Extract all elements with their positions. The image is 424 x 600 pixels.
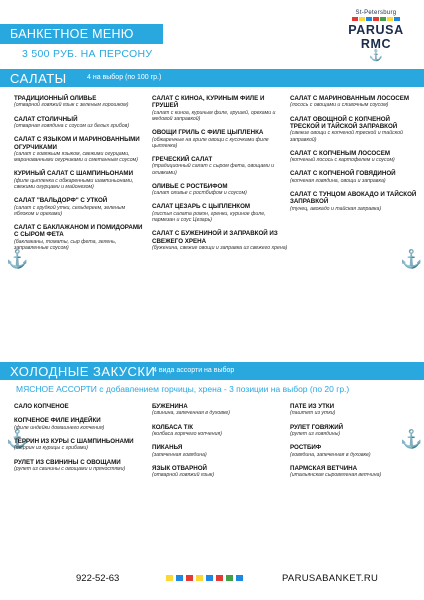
menu-item — [290, 444, 418, 458]
menu-item-name: КУРИНЫЙ САЛАТ С ШАМПИНЬОНАМИ — [14, 170, 134, 178]
phone-number: 922-52-63 — [76, 573, 120, 584]
anchor-icon: ⚓ — [400, 429, 423, 449]
menu-item-name: САЛАТ С ЯЗЫКОМ И МАРИНОВАННЫМИ ОГУРЧИКАМИ — [14, 136, 140, 151]
menu-item-description: (филе цыпленка с обжаренными шампиньонами, свежими огурцами и майонезом) — [14, 177, 134, 191]
menu-item-name: ЯЗЫК ОТВАРНОЙ — [152, 464, 207, 472]
menu-item-description: (колбаса горячего копчения) — [152, 431, 222, 438]
cold-column-3 — [290, 403, 418, 485]
cold-column-2 — [152, 403, 288, 485]
menu-item-name: РУЛЕТ ГОВЯЖИЙ — [290, 423, 344, 431]
menu-item — [152, 156, 288, 176]
salads-list — [14, 95, 417, 355]
menu-item-name: САЛАТ ЦЕЗАРЬ С ЦЫПЛЕНКОМ — [152, 203, 251, 211]
menu-item-name: КОЛБАСА Т/К — [152, 423, 194, 431]
menu-item-description: (отварная говядина с соусом из белых грибов) — [14, 123, 130, 130]
salads-column-3 — [290, 95, 418, 219]
salads-column-2 — [152, 95, 288, 258]
cold-appetizers-subtitle: 4 вида ассорти на выбор — [153, 367, 235, 374]
menu-item-description: (рулет из свинины с овощами и пряностями) — [14, 466, 126, 473]
cold-appetizers-title: ХОЛОДНЫЕ ЗАКУСКИ — [10, 364, 156, 379]
website-link[interactable]: PARUSABANKET.RU — [282, 573, 379, 584]
menu-item-name: РОСТБИФ — [290, 444, 322, 452]
menu-item — [290, 170, 418, 184]
menu-item — [290, 424, 418, 438]
menu-item-name: САЛАТ С МАРИНОВАННЫМ ЛОСОСЕМ — [290, 95, 410, 102]
price-per-person: 3 500 РУБ. НА ПЕРСОНУ — [22, 48, 153, 60]
anchor-icon: ⚓ — [6, 429, 29, 449]
menu-item — [290, 191, 418, 212]
menu-item-name: РУЛЕТ ИЗ СВИНИНЫ С ОВОЩАМИ — [14, 458, 121, 466]
banquet-menu-title: БАНКЕТНОЕ МЕНЮ — [0, 24, 163, 44]
page-footer — [0, 570, 424, 600]
menu-item — [152, 95, 288, 122]
menu-item-description: (копченый лосось с картофелем и соусом) — [290, 157, 395, 164]
menu-item-name: САЛАТ С ТУНЦОМ АВОКАДО И ТАЙСКОЙ ЗАПРАВКОЙ — [290, 191, 417, 206]
menu-item-name: САЛАТ С КОПЧЕНОЙ ГОВЯДИНОЙ — [290, 170, 396, 178]
menu-item-name: ПАТЕ ИЗ УТКИ — [290, 403, 335, 410]
menu-item — [14, 170, 144, 190]
menu-item — [290, 465, 418, 479]
page-header — [0, 0, 424, 90]
menu-item-name: ТРАДИЦИОННЫЙ ОЛИВЬЕ — [14, 95, 97, 102]
menu-item-name: САЛАТ С БУЖЕНИНОЙ И ЗАПРАВКОЙ ИЗ СВЕЖЕГО ХРЕНА — [152, 230, 278, 245]
menu-item-name: ПАРМСКАЯ ВЕТЧИНА — [290, 464, 358, 472]
anchor-icon: ⚓ — [6, 249, 29, 269]
menu-item — [152, 444, 288, 458]
menu-item-name: САЛАТ С КИНОА, КУРИНЫМ ФИЛЕ И ГРУШЕЙ — [152, 95, 265, 110]
menu-item-description: (салат с говяжьим языком, свежими огурцами, маринованными огурчиками и сметанным соусом) — [14, 151, 138, 164]
menu-item-description: (баклажаны, томаты, сыр фета, зелень, заправленные соусом) — [14, 238, 117, 252]
cold-appetizers-list — [14, 403, 414, 568]
menu-item-name: ПИКАНЬЯ — [152, 444, 183, 452]
menu-item-name: САЛАТ С КОПЧЕНЫМ ЛОСОСЕМ — [290, 149, 390, 157]
menu-item-name: ОВОЩИ ГРИЛЬ С ФИЛЕ ЦЫПЛЕНКА — [152, 129, 264, 137]
menu-item-description: (отварной говяжий язык с зеленым горошком) — [14, 102, 129, 109]
anchor-icon: ⚓ — [400, 249, 423, 269]
menu-item-description: (салат с грудкой утки, сельдереем, зеленым яблоком и орехами) — [14, 204, 126, 217]
menu-item-name: КОПЧЕНОЕ ФИЛЕ ИНДЕЙКИ — [14, 417, 101, 425]
menu-item-description: (салат оливье с ростбифом и соусом) — [152, 190, 247, 197]
menu-item-description: (копченая говядина, овощи и заправка) — [290, 177, 386, 184]
menu-item-name: САЛАТ ОВОЩНОЙ С КОПЧЕНОЙ ТРЕСКОЙ И ТАЙСКОЙ ЗАПРАВКОЙ — [290, 115, 398, 131]
menu-item — [14, 438, 144, 452]
meat-assorti-line: МЯСНОЕ АССОРТИ с добавлением горчицы, хрена - 3 позиции на выбор (по 20 гр.) — [16, 384, 350, 394]
cold-appetizers-header — [0, 362, 424, 380]
menu-item — [152, 129, 288, 149]
menu-item — [14, 403, 144, 410]
menu-item — [14, 95, 144, 109]
menu-item-description: (салат с киноа, куриным филе, грушей, орехами и медовой заправкой) — [152, 109, 276, 123]
salads-subtitle: 4 на выбор (по 100 гр.) — [87, 74, 162, 81]
anchor-icon: ⚓ — [369, 50, 383, 62]
logo-name: PARUSA RMC — [348, 23, 404, 51]
menu-item-description: (свинина, запеченная в духовке) — [152, 410, 231, 417]
menu-item — [14, 224, 144, 251]
menu-item-name: ГРЕЧЕСКИЙ САЛАТ — [152, 156, 213, 164]
menu-item-description: (запеченная говядина) — [152, 451, 207, 458]
menu-item-description: (итальянская сыровяленая ветчина) — [290, 472, 382, 479]
flags-icon — [336, 17, 416, 21]
menu-item — [152, 203, 288, 223]
menu-item — [152, 230, 288, 251]
cold-column-1 — [14, 403, 144, 479]
menu-item — [290, 150, 418, 164]
logo-city: St-Petersburg — [355, 10, 397, 16]
menu-item — [290, 403, 418, 417]
menu-item — [14, 417, 144, 431]
menu-item — [14, 459, 144, 473]
menu-item-name: САЛАТ СТОЛИЧНЫЙ — [14, 115, 78, 123]
menu-item-description: (рулет из говядины) — [290, 431, 341, 438]
menu-item — [152, 424, 288, 438]
salads-title: САЛАТЫ — [10, 71, 67, 86]
menu-item-description: (отварной говяжий язык) — [152, 472, 215, 479]
salads-header — [0, 69, 424, 87]
menu-item — [152, 183, 288, 197]
menu-item — [290, 116, 418, 143]
menu-item-name: ТЕРРИН ИЗ КУРЫ С ШАМПИНЬОНАМИ — [14, 438, 134, 446]
menu-item-name: ОЛИВЬЕ С РОСТБИФОМ — [152, 182, 228, 190]
menu-item — [152, 465, 288, 479]
menu-item-description: (буженина, свежие овощи и заправка из свежего хрена) — [152, 245, 288, 252]
menu-item-name: САЛО КОПЧЕНОЕ — [14, 403, 69, 410]
salads-column-1 — [14, 95, 144, 258]
menu-item — [290, 95, 418, 109]
menu-item-description: (свежие овощи с копченой треской и тайской заправкой) — [290, 130, 403, 143]
menu-item-name: САЛАТ "ВАЛЬДОРФ" С УТКОЙ — [14, 197, 108, 205]
menu-item — [14, 197, 144, 217]
menu-item-name: САЛАТ С БАКЛАЖАНОМ И ПОМИДОРАМИ С СЫРОМ ФЕТА — [14, 224, 143, 239]
menu-item-description: (говядина, запеченная в духовке) — [290, 451, 371, 458]
menu-item-name: БУЖЕНИНА — [152, 403, 188, 410]
menu-item-description: (филе индейки домашнего копчения) — [14, 424, 105, 431]
flags-icon — [166, 575, 243, 581]
menu-item-description: (традиционный салат с сыром фета, овощами и оливками) — [152, 163, 275, 176]
menu-item — [152, 403, 288, 417]
menu-item-description: (лосось с овощами и сливочным соусом) — [290, 102, 389, 109]
menu-item-description: (тунец, авокадо и тайская заправка) — [290, 205, 382, 212]
menu-item-description: (паштет из утки) — [290, 410, 336, 417]
menu-item-description: (террин из курицы с грибами) — [14, 445, 88, 452]
menu-item-description: (листья салата ромэн, гренки, куриное филе, пармезан и соус Цезарь) — [152, 210, 266, 224]
menu-item — [14, 136, 144, 163]
menu-item — [14, 116, 144, 130]
logo — [336, 10, 416, 60]
menu-item-description: (обжаренные на гриле овощи с кусочками филе цыпленка) — [152, 136, 269, 149]
